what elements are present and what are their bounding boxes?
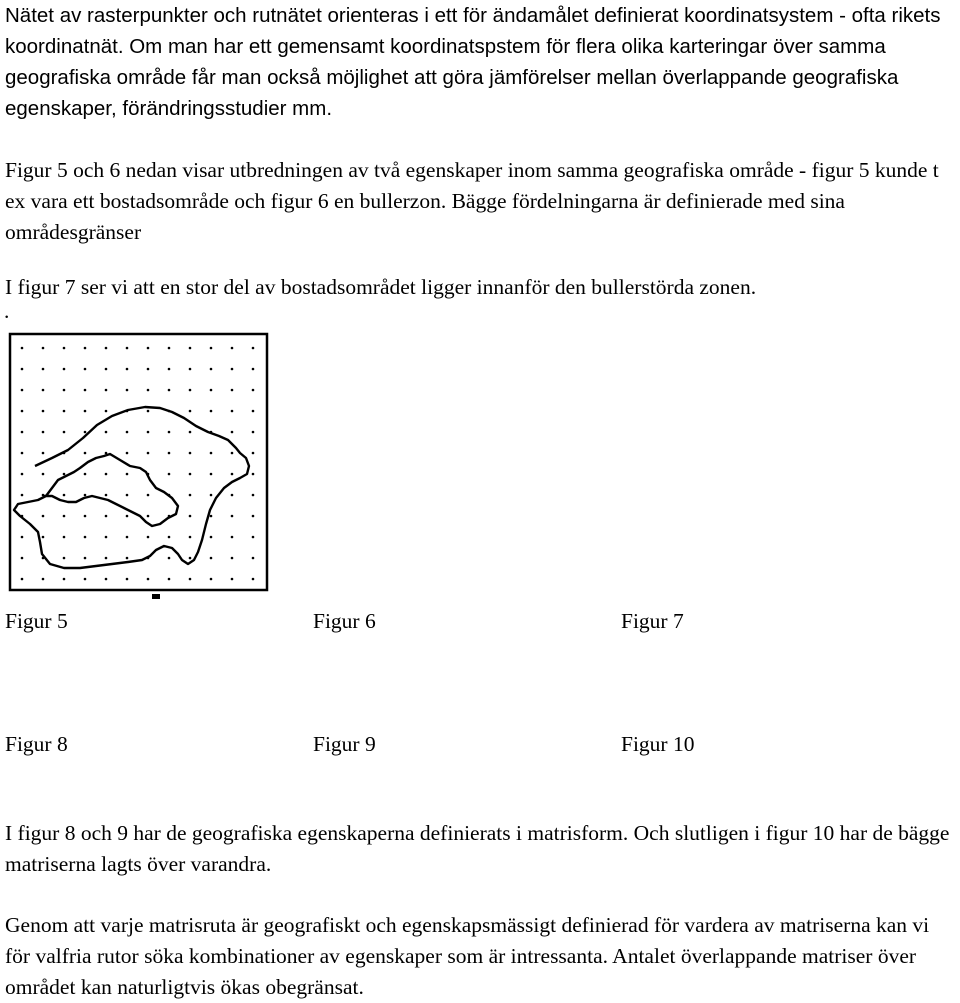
grid-dot [21,557,24,560]
grid-dot [105,389,108,392]
grid-dot [105,431,108,434]
grid-dot [189,557,192,560]
grid-dot [210,473,213,476]
grid-dots [21,347,255,581]
grid-dot [84,368,87,371]
grid-dot [126,578,129,581]
grid-dot [210,410,213,413]
grid-dot [21,389,24,392]
grid-dot [231,452,234,455]
grid-dot [105,410,108,413]
grid-dot [231,368,234,371]
grid-dot [21,368,24,371]
grid-dot [126,347,129,350]
grid-dot [126,389,129,392]
grid-dot [252,557,255,560]
grid-dot [147,410,150,413]
caption-figur-5: Figur 5 [5,609,68,633]
grid-dot [84,557,87,560]
grid-dot [84,494,87,497]
grid-dot [84,473,87,476]
grid-dot [231,557,234,560]
grid-dot [105,494,108,497]
grid-dot [252,410,255,413]
grid-dot [189,410,192,413]
grid-dot [147,431,150,434]
grid-dot [189,536,192,539]
grid-dot [84,515,87,518]
grid-dot [63,494,66,497]
caption-figur-9: Figur 9 [313,732,376,756]
grid-dot [252,515,255,518]
grid-dot [210,368,213,371]
grid-dot [42,536,45,539]
grid-dot [252,536,255,539]
grid-dot [147,368,150,371]
grid-dot [84,347,87,350]
grid-dot [231,515,234,518]
grid-dot [84,536,87,539]
grid-dot [168,452,171,455]
grid-dot [168,431,171,434]
caption-figur-10: Figur 10 [621,732,695,756]
grid-dot [126,536,129,539]
grid-dot [147,452,150,455]
grid-dot [63,473,66,476]
grid-dot [105,578,108,581]
grid-dot [252,473,255,476]
grid-dot [84,578,87,581]
grid-dot [189,473,192,476]
grid-dot [189,452,192,455]
grid-dot [126,473,129,476]
grid-dot [21,452,24,455]
grid-dot [63,347,66,350]
grid-dot [189,494,192,497]
grid-dot [126,515,129,518]
grid-dot [21,410,24,413]
grid-dot [63,389,66,392]
grid-dot [42,473,45,476]
grid-dot [231,431,234,434]
grid-dot [147,494,150,497]
grid-dot [84,452,87,455]
grid-dot [105,515,108,518]
grid-dot [231,494,234,497]
grid-dot [252,578,255,581]
grid-dot [210,578,213,581]
grid-dot [21,536,24,539]
grid-dot [168,578,171,581]
grid-dot [63,536,66,539]
grid-dot [63,431,66,434]
caption-figur-7: Figur 7 [621,609,684,633]
grid-dot [42,515,45,518]
grid-dot [168,557,171,560]
grid-dot [210,452,213,455]
grid-dot [252,389,255,392]
grid-dot [168,389,171,392]
grid-dot [168,473,171,476]
grid-dot [63,515,66,518]
grid-dot [126,557,129,560]
grid-dot [21,347,24,350]
caption-figur-6: Figur 6 [313,609,376,633]
overlap-paragraph: I figur 7 ser vi att en stor del av bostadsområdet ligger innanför den bullerstörda zonen. [5,275,757,299]
grid-dot [210,347,213,350]
grid-dot [84,410,87,413]
grid-dot [189,347,192,350]
grid-dot [147,515,150,518]
grid-dot [147,578,150,581]
grid-dot [84,389,87,392]
grid-dot [189,515,192,518]
grid-dot [189,368,192,371]
grid-dot [42,368,45,371]
grid-dot [210,515,213,518]
grid-dot [252,347,255,350]
grid-dot [63,557,66,560]
caption-figur-8: Figur 8 [5,732,68,756]
grid-dot [189,389,192,392]
grid-dot [21,431,24,434]
grid-dot [252,431,255,434]
grid-dot [126,368,129,371]
grid-dot [42,410,45,413]
grid-dot [231,536,234,539]
grid-dot [42,578,45,581]
grid-dot [63,368,66,371]
grid-dot [42,431,45,434]
grid-dot [21,578,24,581]
grid-dot [189,578,192,581]
grid-dot [126,452,129,455]
grid-dot [105,473,108,476]
grid-dot [105,368,108,371]
figure-description-paragraph: Figur 5 och 6 nedan visar utbredningen av två egenskaper inom samma geografiska område - figur 5 kunde t ex vara ett bostadsområde och figur 6 en bullerzon. Bägge fördelningarna är definierade med sina områdesgränser [5,158,939,244]
grid-dot [231,410,234,413]
grid-dot [252,452,255,455]
grid-dot [105,557,108,560]
residential-area-outline [14,407,249,568]
grid-dot [105,347,108,350]
figure-5-frame [10,334,267,590]
grid-dot [21,473,24,476]
grid-dot [168,368,171,371]
grid-dot [231,347,234,350]
grid-dot [189,431,192,434]
figure-5-map [0,328,280,606]
matrix-paragraph: I figur 8 och 9 har de geografiska egenskaperna definierats i matrisform. Och slutligen i figur 10 har de bägge matriserna lagts över varandra. [5,821,950,876]
grid-dot [42,389,45,392]
grid-dot [210,389,213,392]
grid-dot [147,347,150,350]
grid-dot [42,347,45,350]
grid-dot [168,536,171,539]
grid-dot [147,536,150,539]
scale-mark [152,594,160,599]
grid-dot [252,368,255,371]
grid-dot [84,431,87,434]
grid-dot [210,536,213,539]
grid-dot [126,494,129,497]
grid-dot [210,557,213,560]
grid-dot [210,494,213,497]
grid-dot [105,536,108,539]
grid-dot [42,452,45,455]
grid-dot [63,578,66,581]
grid-dot [231,473,234,476]
grid-dot [126,431,129,434]
grid-dot [168,347,171,350]
intro-paragraph: Nätet av rasterpunkter och rutnätet orienteras i ett för ändamålet definierat koordinatsystem - ofta rikets koordinatnät. Om man har ett gemensamt koordinatspstem för flera olika karteringar över samma geografiska område får man också möjlighet att göra jämförelser mellan överlappande geografiska egenskaper, förändringsstudier mm. [5,4,941,120]
stray-dot: . [4,299,10,323]
grid-dot [252,494,255,497]
grid-dot [63,410,66,413]
grid-dot [231,389,234,392]
grid-dot [147,389,150,392]
grid-dot [231,578,234,581]
combination-paragraph: Genom att varje matrisruta är geografiskt och egenskapsmässigt definierad för vardera av matriserna kan vi för valfria rutor söka kombinationer av egenskaper som är intressanta. Antalet överlappande matriser över området kan naturligtvis ökas obegränsat. [5,913,930,999]
grid-dot [21,494,24,497]
